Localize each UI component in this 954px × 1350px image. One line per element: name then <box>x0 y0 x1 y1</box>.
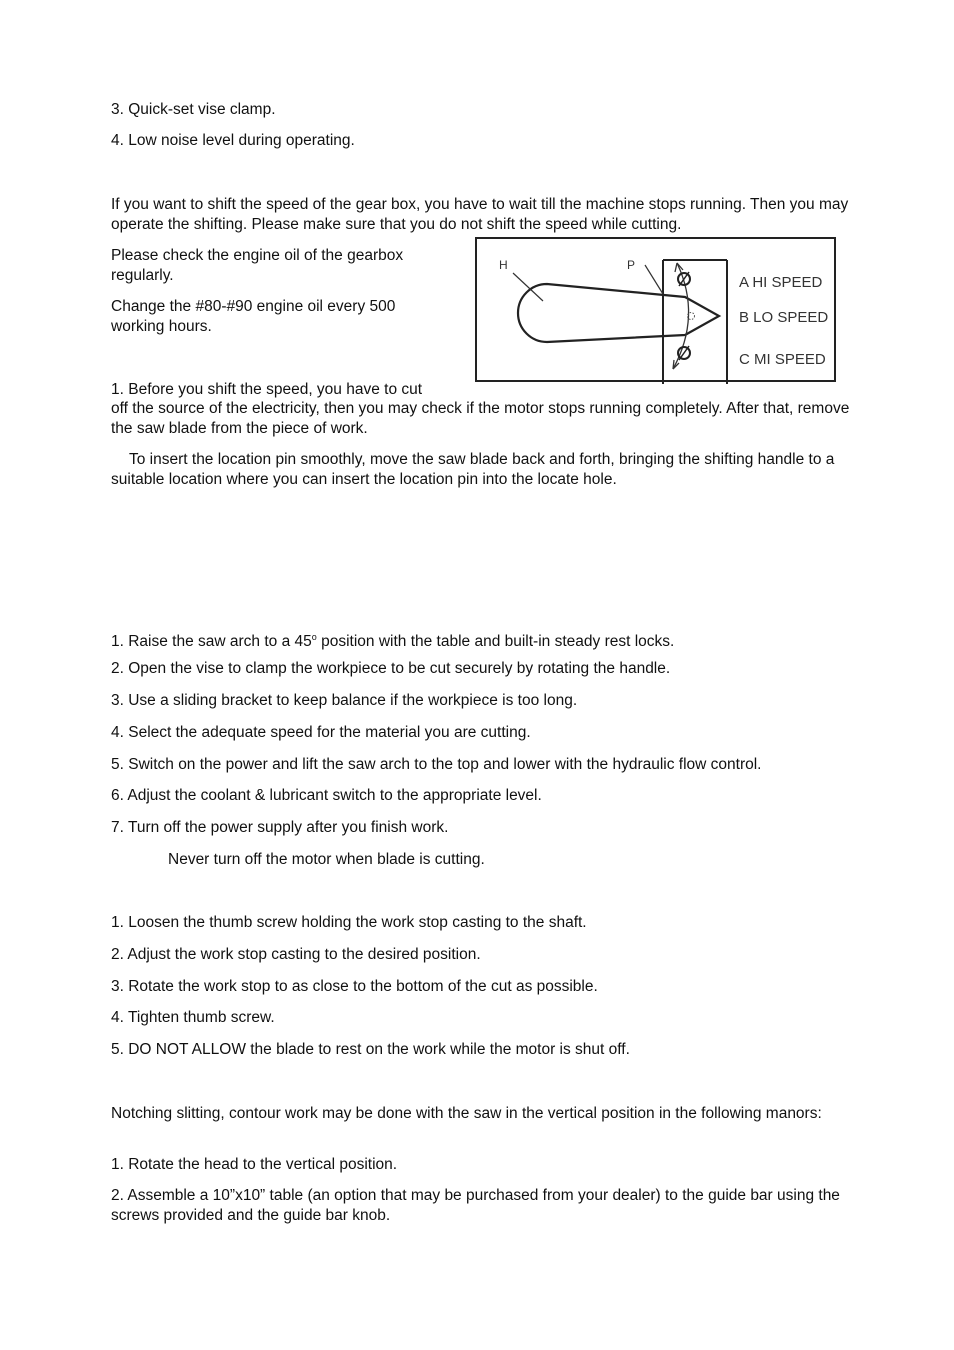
vertical-step: 2. Assemble a 10”x10” table (an option that may be purchased from your dealer) to the guide bar using the screws provided and the guide bar knob. <box>111 1187 840 1224</box>
oil-change-text: Change the #80-#90 engine oil every 500 working hours. <box>111 298 396 335</box>
pin-pointer-line <box>645 265 663 294</box>
operation-step: 4. Select the adequate speed for the material you are cutting. <box>111 724 531 741</box>
feature-item: 4. Low noise level during operating. <box>111 132 355 149</box>
label-p: P <box>627 258 636 272</box>
speed-step-2: To insert the location pin smoothly, move the saw blade back and forth, bringing the shifting handle to a suitable location where you can insert the location pin into the locate hole. <box>111 451 835 488</box>
operation-step-1a: 1. Raise the saw arch to a 45 <box>111 633 312 651</box>
operation-note: Never turn off the motor when blade is cutting. <box>168 851 485 868</box>
speed-label-a: A HI SPEED <box>739 274 823 291</box>
work-stop-step: 1. Loosen the thumb screw holding the work stop casting to the shaft. <box>111 914 587 931</box>
speed-label-c: C MI SPEED <box>739 351 826 368</box>
work-stop-step: 3. Rotate the work stop to as close to the bottom of the cut as possible. <box>111 978 598 995</box>
speed-shift-diagram-svg <box>477 239 838 384</box>
operation-step: 6. Adjust the coolant & lubricant switch to the appropriate level. <box>111 787 542 804</box>
feature-item: 3. Quick-set vise clamp. <box>111 101 276 118</box>
vertical-step: 1. Rotate the head to the vertical position. <box>111 1156 398 1173</box>
operation-step: 7. Turn off the power supply after you finish work. <box>111 819 449 836</box>
oil-check-text: Please check the engine oil of the gearbox regularly. <box>111 247 404 284</box>
speed-shift-intro: If you want to shift the speed of the gear box, you have to wait till the machine stops running. Then you may operate the shifting. Please make sure that you do not shift the speed while cutting. <box>111 196 849 233</box>
speed-label-b: B LO SPEED <box>739 309 829 326</box>
label-h: H <box>499 258 508 272</box>
operation-step: 2. Open the vise to clamp the workpiece to be cut securely by rotating the handle. <box>111 660 671 677</box>
shift-arc <box>673 263 689 369</box>
vertical-intro: Notching slitting, contour work may be done with the saw in the vertical position in the following manors: <box>111 1105 822 1122</box>
operation-step: 5. Switch on the power and lift the saw arch to the top and lower with the hydraulic flow control. <box>111 756 762 773</box>
handle-pointer-line <box>513 273 543 301</box>
work-stop-step: 5. DO NOT ALLOW the blade to rest on the work while the motor is shut off. <box>111 1041 630 1058</box>
operation-step <box>111 628 856 652</box>
speed-step-1-start: 1. Before you shift the speed, you have to cut <box>111 381 423 398</box>
speed-step-1-rest: off the source of the electricity, then you may check if the motor stops running completely. After that, remove the saw blade from the piece of work. <box>111 400 850 437</box>
work-stop-step: 4. Tighten thumb screw. <box>111 1009 275 1026</box>
operation-step: 3. Use a sliding bracket to keep balance if the workpiece is too long. <box>111 692 578 709</box>
operation-step-1b: position with the table and built-in steady rest locks. <box>316 633 675 651</box>
work-stop-step: 2. Adjust the work stop casting to the desired position. <box>111 946 481 963</box>
degree-superscript: o <box>311 632 317 642</box>
gearbox-speed-diagram <box>475 237 836 382</box>
